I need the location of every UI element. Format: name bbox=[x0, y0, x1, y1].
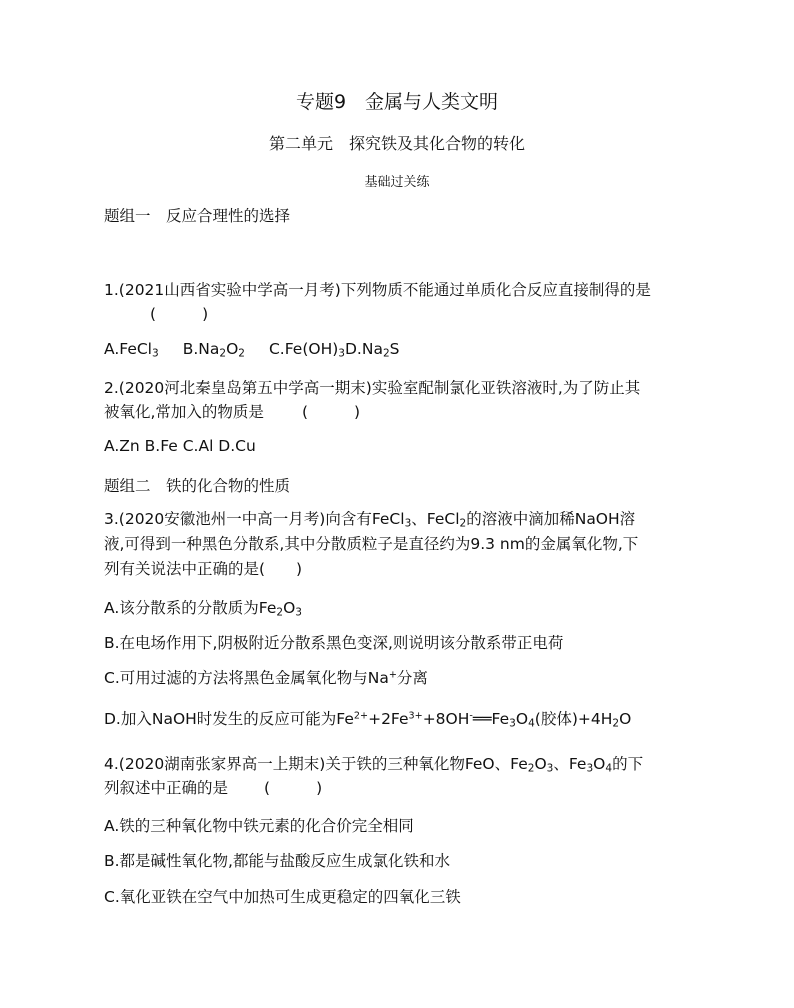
question-4-option-c: C.氧化亚铁在空气中加热可生成更稳定的四氧化三铁 bbox=[104, 888, 461, 906]
option-d: $D.Na_2S$ bbox=[344, 340, 400, 360]
question-3-option-b: B.在电场作用下,阴极附近分散系黑色变深,则说明该分散系带正电荷 bbox=[104, 634, 564, 652]
question-3-stem-line-2: 液,可得到一种黑色分散系,其中分散质粒子是直径约为9.3 nm的金属氧化物,下 bbox=[104, 535, 639, 553]
question-2-options: A.Zn B.Fe C.Al D.Cu bbox=[104, 437, 256, 455]
blank-close: ) bbox=[316, 779, 323, 797]
question-3-stem-line-1: 3.(2020安徽池州一中高一月考)向含有FeCl$_3$、FeCl$_2$的溶液中滴加稀NaOH溶 bbox=[104, 510, 636, 530]
blank-open: ( bbox=[264, 779, 271, 797]
question-4-option-b: B.都是碱性氧化物,都能与盐酸反应生成氯化铁和水 bbox=[104, 852, 450, 870]
unit-title: 第二单元 探究铁及其化合物的转化 bbox=[268, 134, 525, 153]
question-4-stem-line-1: 4.(2020湖南张家界高一上期末)关于铁的三种氧化物FeO、$Fe_2O_3$、$Fe_3O_4$的下 bbox=[104, 755, 644, 775]
blank-open: ( bbox=[150, 305, 157, 323]
question-3-stem-line-3: 列有关说法中正确的是( ) bbox=[104, 560, 303, 578]
option-a: A.FeCl$_3$ bbox=[104, 340, 159, 360]
question-3-option-c: C.可用过滤的方法将黑色金属氧化物与Na+分离 bbox=[104, 669, 428, 687]
question-2-stem-line-2: 被氧化,常加入的物质是 ( ) bbox=[104, 403, 361, 421]
question-4-stem-line-2: 列叙述中正确的是 ( ) bbox=[104, 779, 323, 797]
question-2-stem-line-1: 2.(2020河北秦皇岛第五中学高一期末)实验室配制氯化亚铁溶液时,为了防止其 bbox=[104, 379, 641, 397]
question-4-option-a: A.铁的三种氧化物中铁元素的化合价完全相同 bbox=[104, 817, 414, 835]
option-b: $B.Na_2O_2$ bbox=[182, 340, 245, 360]
group-1-title: 题组一 反应合理性的选择 bbox=[104, 207, 291, 225]
topic-title: 专题9 金属与人类文明 bbox=[295, 91, 499, 113]
practice-title: 基础过关练 bbox=[364, 175, 430, 190]
blank-close: ) bbox=[202, 305, 209, 323]
option-c: $C.Fe(OH)_3$ bbox=[268, 340, 345, 360]
group-2-title: 题组二 铁的化合物的性质 bbox=[104, 477, 291, 495]
question-3-option-d: D.加入NaOH时发生的反应可能为$Fe^{2+}+2Fe^{3+}+8OH^-══Fe_3O_4$(胶体)$+4H_2O$ bbox=[104, 710, 632, 730]
question-1-answer-blank bbox=[150, 307, 208, 323]
blank-open: ( bbox=[301, 403, 308, 421]
blank-close: ) bbox=[354, 403, 361, 421]
question-1-stem: 1.(2021山西省实验中学高一月考)下列物质不能通过单质化合反应直接制得的是 bbox=[104, 281, 651, 299]
question-1-options bbox=[104, 342, 400, 358]
question-3-option-a: A.该分散系的分散质为$Fe_2O_3$ bbox=[104, 599, 302, 619]
